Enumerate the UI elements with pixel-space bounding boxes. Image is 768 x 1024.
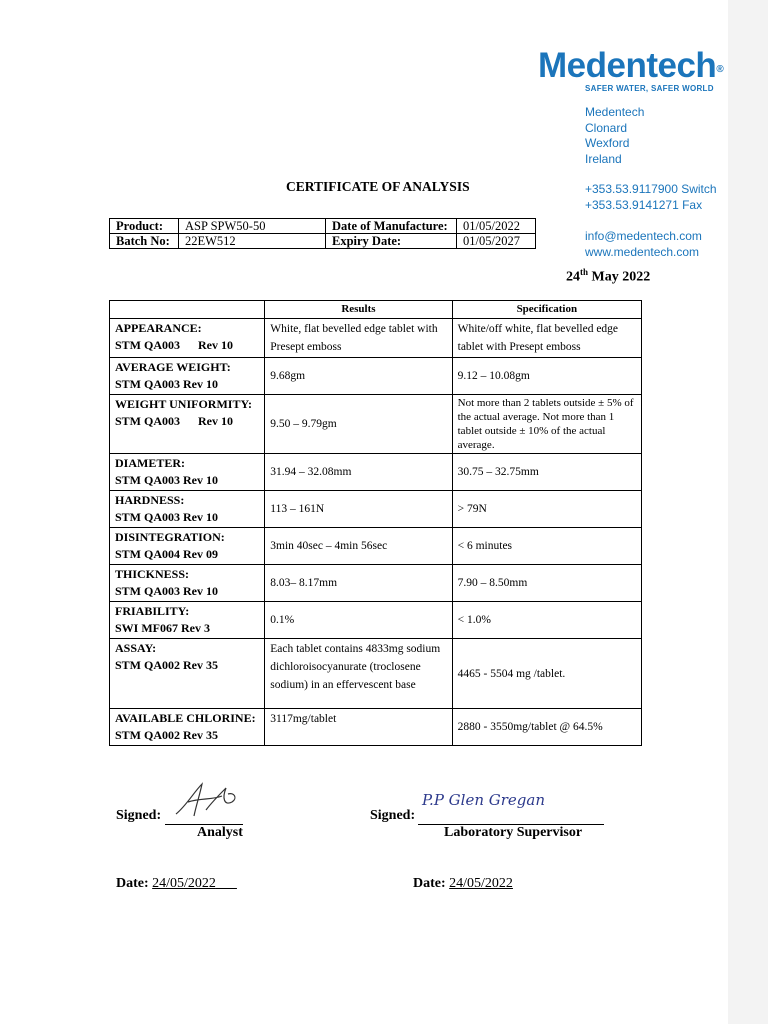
table-header-row [110, 301, 642, 319]
result-cell: 113 – 161N [265, 491, 452, 528]
date-label: Date: [116, 876, 149, 891]
address-line: Ireland [585, 151, 622, 166]
phone-switch: +353.53.9117900 Switch [585, 182, 717, 196]
date-label: Date: [413, 876, 446, 891]
test-cell [110, 709, 265, 746]
test-cell [110, 491, 265, 528]
date-value: 24/05/2022 [152, 876, 216, 891]
result-cell: 9.50 – 9.79gm [265, 395, 452, 454]
company-logo: Medentech® [538, 46, 724, 85]
table-row [110, 319, 642, 358]
expiry-value: 01/05/2027 [457, 234, 536, 249]
table-row [110, 528, 642, 565]
website-link[interactable]: www.medentech.com [585, 244, 700, 259]
supervisor-signature [420, 787, 590, 817]
manufacture-label: Date of Manufacture: [326, 219, 457, 234]
result-cell: White, flat bevelled edge tablet with Presept emboss [265, 319, 452, 358]
product-info-table [109, 218, 536, 249]
result-cell: Each tablet contains 4833mg sodium dichloroisocyanurate (troclosene sodium) in an effervescent base [265, 639, 452, 709]
batch-label: Batch No: [110, 234, 179, 249]
test-name: DIAMETER: [115, 456, 186, 470]
specification-cell: 2880 - 3550mg/tablet @ 64.5% [452, 709, 641, 746]
analyst-role: Analyst [197, 825, 243, 840]
test-name: FRIABILITY: [115, 604, 190, 618]
address-line: Wexford [585, 136, 630, 150]
specification-cell: < 6 minutes [452, 528, 641, 565]
company-address [585, 105, 644, 167]
table-row [110, 602, 642, 639]
test-cell [110, 639, 265, 709]
results-table [109, 300, 642, 746]
specification-cell: > 79N [452, 491, 641, 528]
test-name: AVERAGE WEIGHT: [115, 360, 231, 374]
analyst-signature [172, 780, 242, 820]
table-row [110, 639, 642, 709]
test-name: DISINTEGRATION: [115, 530, 225, 544]
supervisor-date [413, 876, 513, 892]
test-name: HARDNESS: [115, 493, 185, 507]
result-cell: 3min 40sec – 4min 56sec [265, 528, 452, 565]
table-row [110, 358, 642, 395]
test-method-ref: SWI MF067 Rev 3 [115, 621, 210, 635]
table-row [110, 219, 536, 234]
test-method-ref: STM QA003 Rev 10 [115, 377, 218, 391]
test-method-ref: STM QA003 Rev 10 [115, 473, 218, 487]
test-name: APPEARANCE: [115, 321, 202, 335]
test-cell [110, 528, 265, 565]
result-cell: 0.1% [265, 602, 452, 639]
address-line: Medentech [585, 105, 645, 119]
specification-cell: < 1.0% [452, 602, 641, 639]
test-method-ref: STM QA002 Rev 35 [115, 728, 218, 742]
company-tagline: SAFER WATER, SAFER WORLD [585, 84, 714, 93]
date-value: 24/05/2022 [449, 876, 513, 891]
specification-cell: 7.90 – 8.50mm [452, 565, 641, 602]
phone-fax: +353.53.9141271 Fax [585, 197, 703, 212]
test-cell [110, 395, 265, 454]
column-header: Specification [452, 301, 641, 319]
test-method-ref: STM QA003 Rev 10 [115, 414, 233, 428]
table-row [110, 234, 536, 249]
result-cell: 3117mg/tablet [265, 709, 452, 746]
test-method-ref: STM QA002 Rev 35 [115, 658, 218, 672]
test-method-ref: STM QA003 Rev 10 [115, 584, 218, 598]
test-cell [110, 602, 265, 639]
table-row [110, 565, 642, 602]
supervisor-role: Laboratory Supervisor [444, 825, 583, 840]
test-cell [110, 565, 265, 602]
document-title: CERTIFICATE OF ANALYSIS [286, 179, 470, 194]
analyst-signed-label: Signed: [116, 808, 162, 823]
result-cell: 8.03– 8.17mm [265, 565, 452, 602]
email-link[interactable]: info@medentech.com [585, 229, 702, 243]
specification-cell: Not more than 2 tablets outside ± 5% of the actual average. Not more than 1 tablet outside ± 10% of the actual average. [452, 395, 641, 454]
manufacture-value: 01/05/2022 [457, 219, 536, 234]
test-method-ref: STM QA003 Rev 10 [115, 510, 218, 524]
test-cell [110, 358, 265, 395]
supervisor-signed-label: Signed: [370, 808, 416, 823]
specification-cell: White/off white, flat bevelled edge tablet with Presept emboss [452, 319, 641, 358]
test-cell [110, 319, 265, 358]
result-cell: 31.94 – 32.08mm [265, 454, 452, 491]
specification-cell: 4465 - 5504 mg /tablet. [452, 639, 641, 709]
test-method-ref: STM QA003 Rev 10 [115, 338, 233, 352]
table-row [110, 709, 642, 746]
test-name: WEIGHT UNIFORMITY: [115, 397, 253, 411]
test-cell [110, 454, 265, 491]
specification-cell: 30.75 – 32.75mm [452, 454, 641, 491]
table-row [110, 395, 642, 454]
test-name: ASSAY: [115, 641, 157, 655]
column-header: Results [265, 301, 452, 319]
company-contact-web [585, 229, 702, 260]
company-phones [585, 182, 717, 213]
issue-date: 24th May 2022 [566, 267, 651, 285]
batch-value: 22EW512 [179, 234, 326, 249]
test-method-ref: STM QA004 Rev 09 [115, 547, 218, 561]
test-name: AVAILABLE CHLORINE: [115, 711, 256, 725]
viewer-margin [728, 0, 768, 1024]
table-row [110, 454, 642, 491]
specification-cell: 9.12 – 10.08gm [452, 358, 641, 395]
address-line: Clonard [585, 120, 628, 135]
handwritten-signature-text: P.P Glen Gregan [422, 791, 546, 809]
test-name: THICKNESS: [115, 567, 190, 581]
column-header [110, 301, 265, 319]
expiry-label: Expiry Date: [326, 234, 457, 249]
product-label: Product: [110, 219, 179, 234]
table-row [110, 491, 642, 528]
product-value: ASP SPW50-50 [179, 219, 326, 234]
result-cell: 9.68gm [265, 358, 452, 395]
analyst-date [116, 876, 237, 892]
